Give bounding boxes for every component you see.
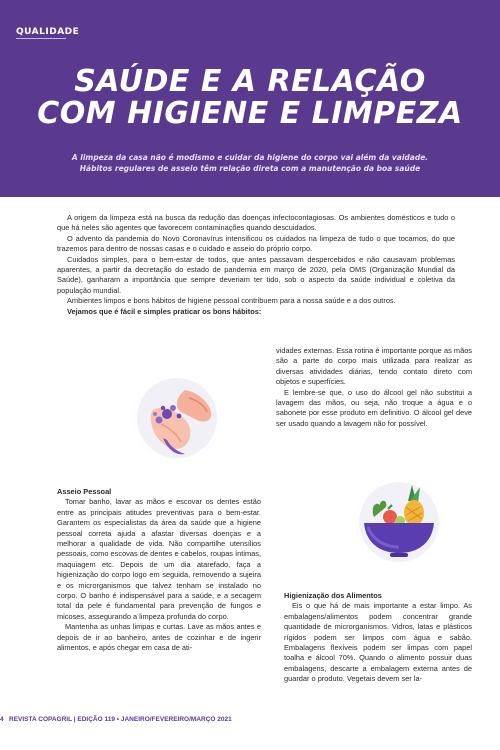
section-underline: [16, 38, 66, 39]
body-paragraph: Eis o que há de mais importante a estar limpo. As embalagens/alimentos podem concentrar grande quantidade de microrganismos. Vidros, latas e plásticos rígidos podem ser limpos com água e sabão. Embalagens flexíveis podem ser limpas com papel toalha e álcool 70%. Quando o alimento possuir duas embalagens, descarte a embalagem externa antes de guardar o produto. Vegetais devem ser la-: [284, 601, 472, 684]
section-heading: Asseio Pessoal: [57, 487, 112, 496]
page-title: [0, 66, 500, 130]
subtitle-line-2: Hábitos regulares de asseio têm relação direta com a manutenção da boa saúde: [79, 164, 421, 173]
intro-paragraph: Cuidados simples, para o bem-estar de todos, que antes passavam despercebidos e não causavam problemas aparentes, a partir da decretação do estado de pandemia em março de 2020, pela OMS (Organização Mundial da Saúde), ganharam a importância que sempre deveriam ter tido, sob o aspecto da saúde individual e coletiva da população mundial.: [57, 254, 455, 295]
intro-text: [57, 213, 455, 317]
intro-lead: Vejamos que é fácil e simples praticar os bons hábitos:: [67, 306, 262, 316]
fruit-bowl-icon: [350, 473, 448, 571]
page-number: 4: [0, 716, 4, 723]
footer-text: REVISTA COPAGRIL | EDIÇÃO 119 • JANEIRO/FEVEREIRO/MARÇO 2021: [9, 716, 232, 723]
hand-washing-icon: [127, 368, 227, 468]
hand-care-continuation: [276, 346, 472, 429]
section-label: QUALIDADE: [16, 27, 80, 37]
intro-paragraph: O advento da pandemia do Novo Coronavírus intensificou os cuidados na limpeza de tudo o que tocamos, do que trazemos para dentro de nossas casas e o cuidado e asseio do próprio corpo.: [57, 233, 455, 254]
title-line-2: COM HIGIENE E LIMPEZA: [37, 96, 463, 131]
subtitle: [50, 152, 450, 174]
header-banner: [0, 0, 500, 197]
title-line-1: SAÚDE E A RELAÇÃO: [74, 64, 426, 99]
asseio-pessoal-section: [57, 487, 261, 654]
intro-paragraph: A origem da limpeza está na busca da redução das doenças infectocontagiosas. Os ambientes domésticos e tudo o que há neles são agentes que favorecem contaminações quando descuidados.: [57, 213, 455, 233]
body-paragraph: vidades externas. Essa rotina é importante porque as mãos são a parte do corpo mais utilizada para realizar as diversas atividades diárias, tendo contato direto com objetos e superfícies.: [276, 346, 472, 387]
subtitle-line-1: A limpeza da casa não é modismo e cuidar da higiene do corpo vai além da vaidade.: [71, 153, 429, 162]
body-paragraph: E lembre-se que, o uso do álcool gel não substitui a lavagem das mãos, ou seja, não troque a água e o sabonete por esse produto em definitivo. O álcool gel deve ser usado quando a lavagem não for possível.: [276, 387, 472, 428]
body-paragraph: Mantenha as unhas limpas e curtas. Lave as mãos antes e depois de ir ao banheiro, antes de cozinhar e de ingerir alimentos, e após chegar em casa de ati-: [57, 622, 261, 653]
section-heading: Higienização dos Alimentos: [284, 591, 382, 600]
body-paragraph: Tomar banho, lavar as mãos e escovar os dentes estão entre as principais atitudes preventivas para o bem-estar. Garantem os especialistas da área da saúde que a higiene pessoal correta ajuda a afastar diversas doenças e a melhorar a qualidade de vida. Não compartilhe utensílios pessoais, como escovas de dentes e cabelos, roupas íntimas, maquiagem etc. Depois de um dia atarefado, faça a higienização do corpo logo em seguida, removendo a sujeira e os microrganismos que talvez tenham se instalado no corpo. O banho é indispensável para a saúde, e a secagem total da pele é fundamental para prevenção de fungos e micoses, assegurando a limpeza profunda do corpo.: [57, 497, 261, 621]
alimentos-section: [284, 591, 472, 685]
intro-paragraph: Ambientes limpos e bons hábitos de higiene pessoal contribuem para a nossa saúde e a dos outros.: [67, 296, 396, 306]
